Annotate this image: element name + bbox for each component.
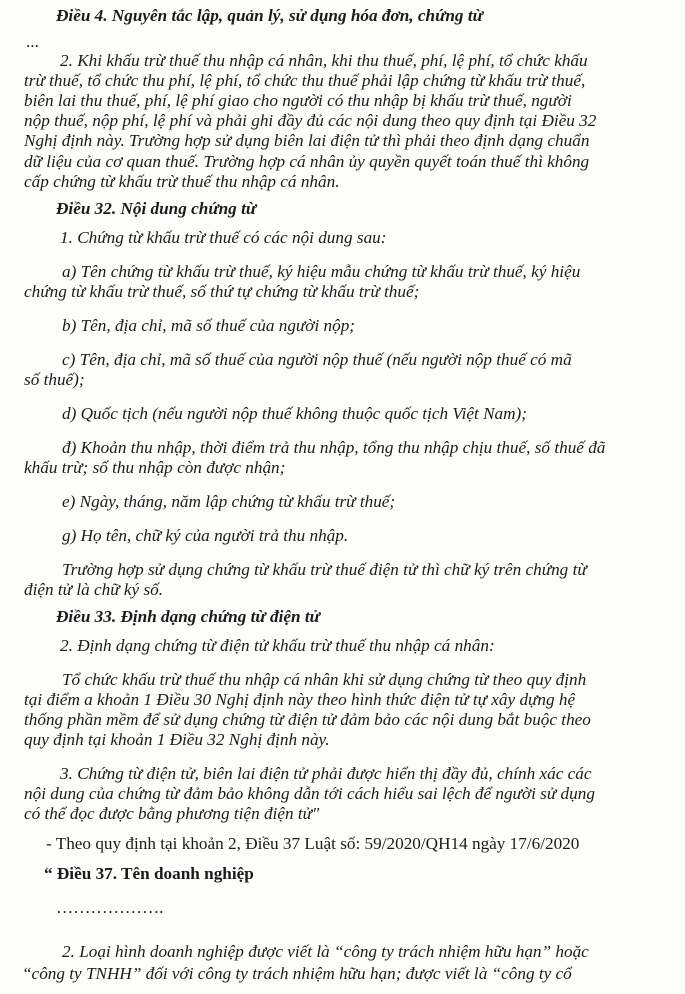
art32-c-line1: c) Tên, địa chỉ, mã số thuế của người nộp thuế (nếu người nộp thuế có mã [62,350,572,369]
art32-a-line2: chứng từ khấu trừ thuế, số thứ tự chứng từ khấu trừ thuế; [24,282,420,301]
heading-article-32: Điều 32. Nội dung chứng từ [56,199,257,218]
art4-para2-line4: nộp thuế, nộp phí, lệ phí và phải ghi đầy đủ các nội dung theo quy định tại Điều 32 [24,111,597,130]
art33-para-line3: thống phần mềm để sử dụng chứng từ điện tử đảm bảo các nội dung bắt buộc theo [24,710,591,729]
art33-para-line4: quy định tại khoản 1 Điều 32 Nghị định này. [24,730,330,749]
art32-d: d) Quốc tịch (nếu người nộp thuế không thuộc quốc tịch Việt Nam); [62,404,527,423]
art4-para2-line2: trừ thuế, tổ chức thu phí, lệ phí, tổ chức thu thuế phải lập chứng từ khấu trừ thuế, [24,71,586,90]
art32-note-line1: Trường hợp sử dụng chứng từ khấu trừ thuế điện tử thì chữ ký trên chứng từ [62,560,587,579]
art33-para-line2: tại điểm a khoản 1 Điều 30 Nghị định này theo hình thức điện tử tự xây dựng hệ [24,690,576,709]
art32-dd-line1: đ) Khoản thu nhập, thời điểm trả thu nhập, tổng thu nhập chịu thuế, số thuế đã [62,438,606,457]
art32-g: g) Họ tên, chữ ký của người trả thu nhập. [62,526,349,545]
law-reference: - Theo quy định tại khoản 2, Điều 37 Luật số: 59/2020/QH14 ngày 17/6/2020 [46,834,580,853]
art4-para2-line6: dữ liệu của cơ quan thuế. Trường hợp cá nhân ủy quyền quyết toán thuế thì không [24,152,590,171]
art37-item2-line2: “công ty TNHH” đối với công ty trách nhiệm hữu hạn; được viết là “công ty cổ [22,964,572,983]
art33-item3-line2: nội dung của chứng từ đảm bảo không dẫn tới cách hiểu sai lệch để người sử dụng [24,784,595,803]
art32-e: e) Ngày, tháng, năm lập chứng từ khấu trừ thuế; [62,492,396,511]
heading-article-37: “ Điều 37. Tên doanh nghiệp [44,864,254,883]
art33-item3-line3: có thể đọc được bằng phương tiện điện tử" [24,804,320,823]
art32-c-line2: số thuế); [24,370,85,389]
art33-item3-line1: 3. Chứng từ điện tử, biên lai điện tử phải được hiển thị đầy đủ, chính xác các [60,764,592,783]
heading-article-4: Điều 4. Nguyên tắc lập, quản lý, sử dụng hóa đơn, chứng từ [56,6,483,25]
art32-a-line1: a) Tên chứng từ khấu trừ thuế, ký hiệu mẫu chứng từ khấu trừ thuế, ký hiệu [62,262,581,281]
ellipsis-top: ... [26,32,39,51]
heading-article-33: Điều 33. Định dạng chứng từ điện tử [56,607,320,626]
art33-para-line1: Tổ chức khấu trừ thuế thu nhập cá nhân khi sử dụng chứng từ theo quy định [62,670,587,689]
art4-para2-line3: biên lai thu thuế, phí, lệ phí giao cho người có thu nhập bị khấu trừ thuế, người [24,91,572,110]
art32-note-line2: điện tử là chữ ký số. [24,580,164,599]
art32-dd-line2: khấu trừ; số thu nhập còn được nhận; [24,458,286,477]
art37-item2-line1: 2. Loại hình doanh nghiệp được viết là “công ty trách nhiệm hữu hạn” hoặc [62,942,589,961]
art33-item2: 2. Định dạng chứng từ điện tử khấu trừ thuế thu nhập cá nhân: [60,636,495,655]
art32-item1: 1. Chứng từ khấu trừ thuế có các nội dung sau: [60,228,387,247]
art4-para2-line1: 2. Khi khấu trừ thuế thu nhập cá nhân, khi thu thuế, phí, lệ phí, tổ chức khấu [60,51,588,70]
art4-para2-line7: cấp chứng từ khấu trừ thuế thu nhập cá nhân. [24,172,340,191]
dots-separator: ………………. [56,898,164,917]
art32-b: b) Tên, địa chỉ, mã số thuế của người nộp; [62,316,356,335]
art4-para2-line5: Nghị định này. Trường hợp sử dụng biên lai điện tử thì phải theo định dạng chuẩn [24,131,590,150]
